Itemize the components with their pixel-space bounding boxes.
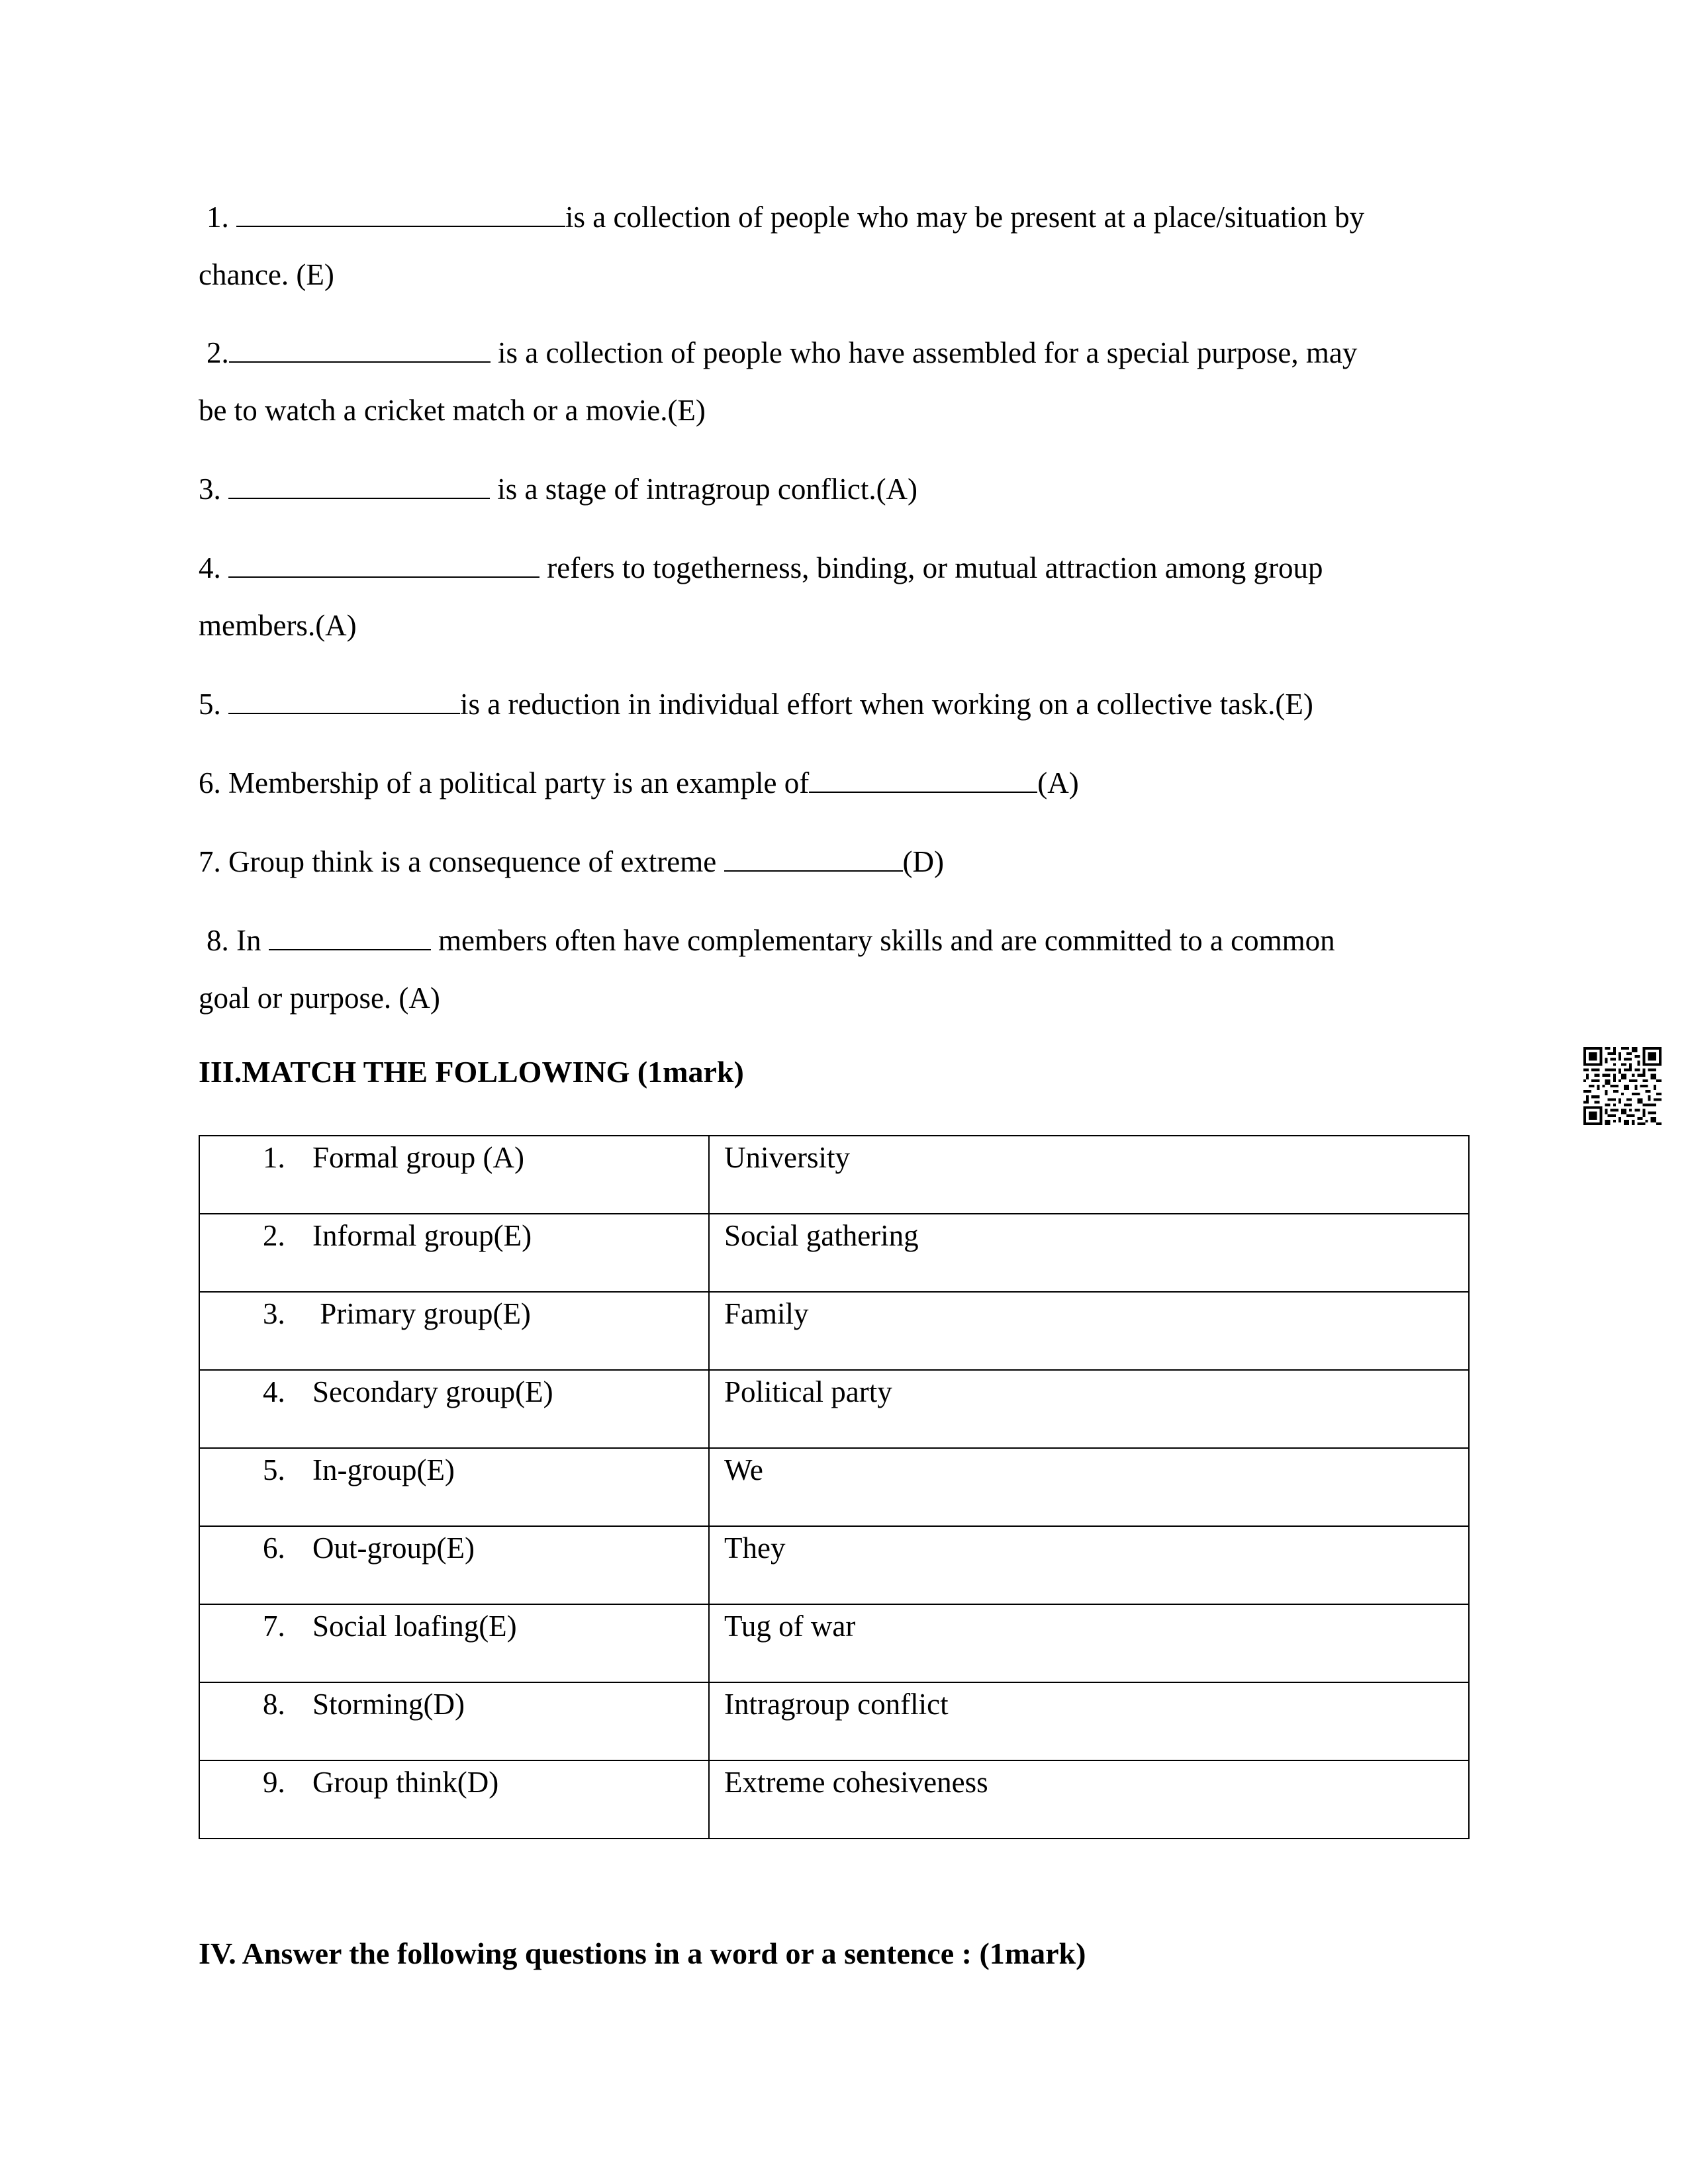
question-number: 2. xyxy=(207,336,229,369)
row-number: 5. xyxy=(263,1453,285,1486)
match-answer: Political party xyxy=(724,1375,892,1408)
table-row xyxy=(199,1448,1469,1526)
question-text-continued: goal or purpose. (A) xyxy=(199,981,440,1015)
question-6 xyxy=(199,754,1483,812)
table-row xyxy=(199,1136,1469,1214)
answer-blank[interactable] xyxy=(229,336,491,363)
row-number: 4. xyxy=(263,1375,285,1408)
question-text-continued: be to watch a cricket match or a movie.(E) xyxy=(199,394,706,427)
question-text-end: (D) xyxy=(902,845,944,878)
question-text-end: members often have complementary skills and are committed to a common xyxy=(430,924,1335,957)
answer-blank[interactable] xyxy=(228,551,539,578)
table-row xyxy=(199,1370,1469,1448)
table-row xyxy=(199,1760,1469,1839)
answer-blank[interactable] xyxy=(236,201,565,227)
table-row xyxy=(199,1214,1469,1292)
match-term: Informal group(E) xyxy=(312,1219,532,1252)
question-text: is a stage of intragroup conflict.(A) xyxy=(490,473,918,506)
question-text-continued: chance. (E) xyxy=(199,258,334,291)
match-answer: Intragroup conflict xyxy=(724,1688,949,1721)
question-text-continued: members.(A) xyxy=(199,609,357,642)
match-answer: Tug of war xyxy=(724,1610,856,1643)
question-number: 3. xyxy=(199,473,228,506)
question-1 xyxy=(199,189,1483,304)
question-3 xyxy=(199,461,1483,518)
row-number: 7. xyxy=(263,1610,285,1643)
row-number: 8. xyxy=(263,1688,285,1721)
table-row xyxy=(199,1604,1469,1682)
qr-code-icon xyxy=(1583,1047,1662,1125)
answer-blank[interactable] xyxy=(228,688,460,714)
question-text: is a collection of people who have assembled for a special purpose, may xyxy=(490,336,1358,369)
question-text: refers to togetherness, binding, or mutual attraction among group xyxy=(539,551,1323,584)
match-answer: We xyxy=(724,1453,763,1486)
match-answer: They xyxy=(724,1531,786,1565)
answer-blank[interactable] xyxy=(809,766,1037,793)
answer-blank[interactable] xyxy=(228,473,490,499)
match-term: Primary group(E) xyxy=(312,1297,531,1330)
row-number: 2. xyxy=(263,1219,285,1252)
answer-blank[interactable] xyxy=(724,845,903,872)
question-text: 8. In xyxy=(207,924,269,957)
match-answer: Extreme cohesiveness xyxy=(724,1766,988,1799)
match-answer: University xyxy=(724,1141,850,1174)
match-term: Social loafing(E) xyxy=(312,1610,517,1643)
question-number: 4. xyxy=(199,551,228,584)
question-5 xyxy=(199,676,1483,733)
match-term: Group think(D) xyxy=(312,1766,499,1799)
question-number: 1. xyxy=(207,201,229,234)
row-number: 1. xyxy=(263,1141,285,1174)
question-text-end: (A) xyxy=(1037,766,1079,799)
question-text: is a reduction in individual effort when working on a collective task.(E) xyxy=(460,688,1313,721)
table-row xyxy=(199,1292,1469,1370)
question-text: 7. Group think is a consequence of extreme xyxy=(199,845,724,878)
match-answer: Social gathering xyxy=(724,1219,919,1252)
row-number: 6. xyxy=(263,1531,285,1565)
match-term: Secondary group(E) xyxy=(312,1375,553,1408)
match-term: Storming(D) xyxy=(312,1688,465,1721)
question-text: is a collection of people who may be present at a place/situation by xyxy=(565,201,1365,234)
question-text: 6. Membership of a political party is an example of xyxy=(199,766,810,799)
section-heading-match: III.MATCH THE FOLLOWING (1mark) xyxy=(199,1055,744,1089)
question-8 xyxy=(199,912,1483,1027)
row-number: 3. xyxy=(263,1297,285,1330)
match-table xyxy=(199,1135,1470,1839)
table-row xyxy=(199,1682,1469,1760)
section-heading-answer: IV. Answer the following questions in a word or a sentence : (1mark) xyxy=(199,1936,1086,1970)
question-number: 5. xyxy=(199,688,228,721)
question-7 xyxy=(199,833,1483,891)
match-answer: Family xyxy=(724,1297,809,1330)
match-term: Out-group(E) xyxy=(312,1531,475,1565)
match-term: Formal group (A) xyxy=(312,1141,524,1174)
answer-blank[interactable] xyxy=(269,924,431,950)
question-2 xyxy=(199,324,1483,439)
row-number: 9. xyxy=(263,1766,285,1799)
match-term: In-group(E) xyxy=(312,1453,455,1486)
table-row xyxy=(199,1526,1469,1604)
question-4 xyxy=(199,539,1483,655)
